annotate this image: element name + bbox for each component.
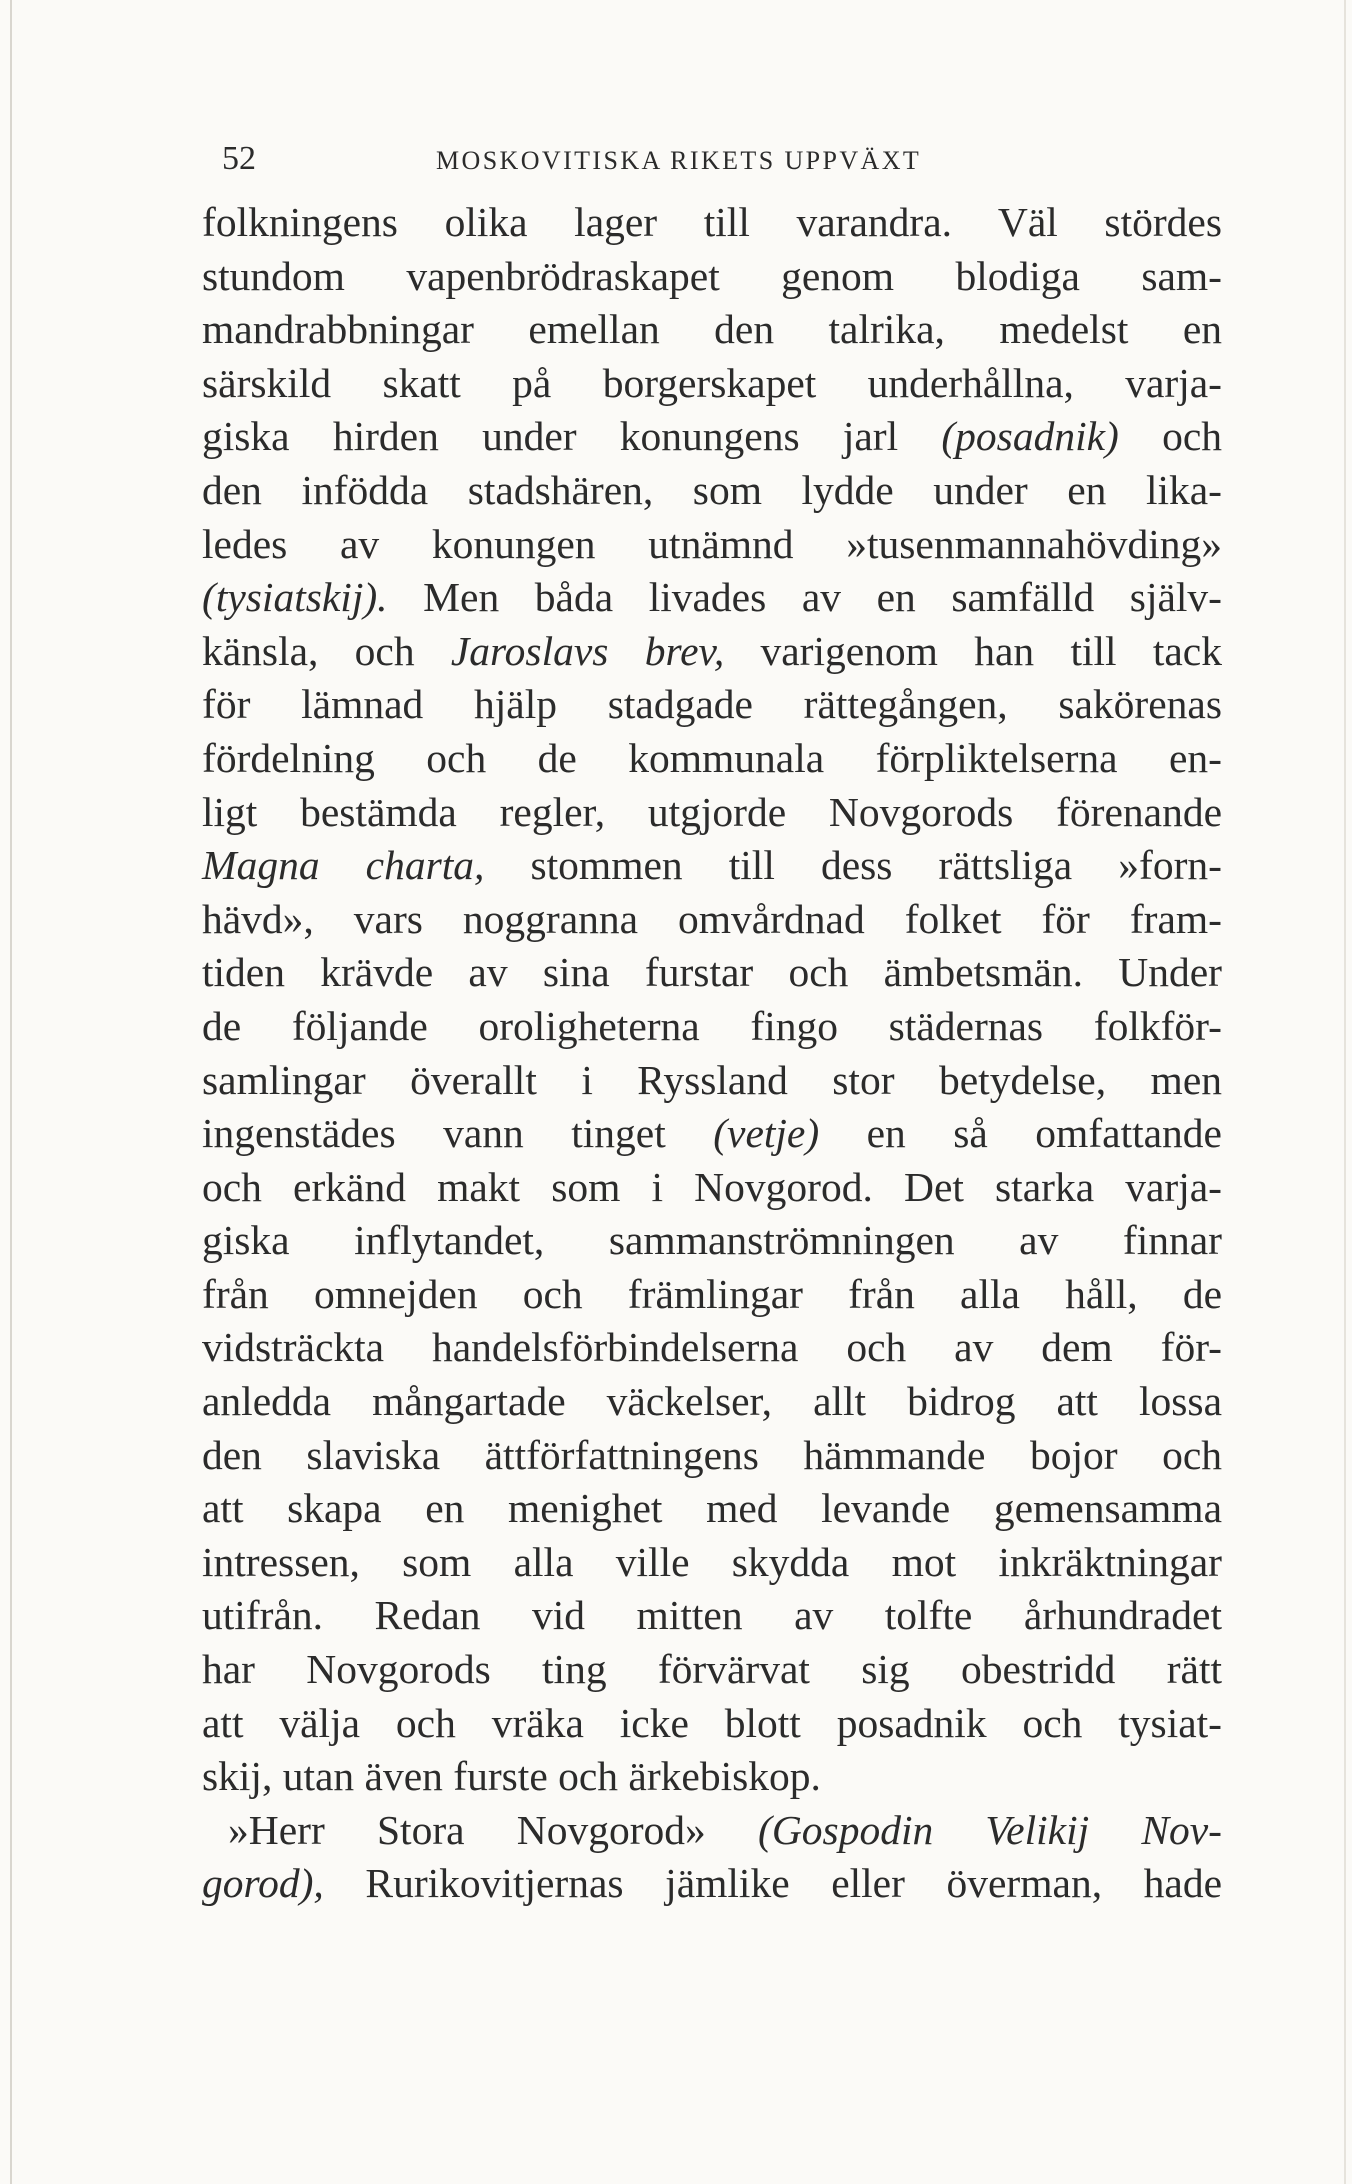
text-line bbox=[202, 464, 1222, 518]
text-run: de följande oroligheterna fingo städernas folkför- bbox=[202, 1002, 1222, 1049]
text-run: att välja och vräka icke blott posadnik och tysiat- bbox=[202, 1699, 1222, 1746]
italic-term: Jaroslavs brev, bbox=[450, 627, 725, 674]
text-run: hävd», vars noggranna omvårdnad folket för fram- bbox=[202, 895, 1222, 942]
text-run: mandrabbningar emellan den talrika, medelst en bbox=[202, 306, 1222, 353]
text-run: från omnejden och främlingar från alla håll, de bbox=[202, 1270, 1222, 1317]
text-line bbox=[202, 250, 1222, 304]
text-run: har Novgorods ting förvärvat sig obestridd rätt bbox=[202, 1646, 1222, 1693]
text-run: och erkänd makt som i Novgorod. Det starka varja- bbox=[202, 1163, 1222, 1210]
text-line bbox=[202, 1697, 1222, 1751]
body-text bbox=[202, 196, 1222, 1911]
text-run: ligt bestämda regler, utgjorde Novgorods förenande bbox=[202, 788, 1222, 835]
italic-term: gorod), bbox=[202, 1860, 324, 1907]
text-run: giska hirden under konungens jarl bbox=[202, 413, 942, 460]
text-line bbox=[202, 357, 1222, 411]
text-line bbox=[202, 1482, 1222, 1536]
text-run: stundom vapenbrödraskapet genom blodiga sam- bbox=[202, 252, 1222, 299]
text-run: varigenom han till tack bbox=[724, 627, 1222, 674]
text-run: Rurikovitjernas jämlike eller överman, hade bbox=[323, 1860, 1222, 1907]
text-run: Men båda livades av en samfälld själv- bbox=[387, 574, 1222, 621]
italic-term: (tysiatskij). bbox=[202, 574, 388, 621]
text-line bbox=[202, 839, 1222, 893]
text-line bbox=[202, 1214, 1222, 1268]
text-run: en så omfattande bbox=[819, 1110, 1222, 1157]
text-run: ingenstädes vann tinget bbox=[202, 1110, 714, 1157]
text-line bbox=[202, 196, 1222, 250]
text-run: intressen, som alla ville skydda mot inkräktningar bbox=[202, 1538, 1222, 1585]
page-edge bbox=[10, 0, 12, 2184]
text-run: skij, utan även furste och ärkebiskop. bbox=[202, 1753, 821, 1800]
text-run: utifrån. Redan vid mitten av tolfte århundradet bbox=[202, 1592, 1222, 1639]
page-header bbox=[222, 140, 1222, 180]
text-line bbox=[202, 1857, 1222, 1911]
text-line bbox=[202, 1804, 1222, 1858]
text-run: att skapa en menighet med levande gemensamma bbox=[202, 1485, 1222, 1532]
italic-term: (vetje) bbox=[713, 1110, 820, 1157]
text-line bbox=[202, 893, 1222, 947]
text-line bbox=[202, 1321, 1222, 1375]
text-line bbox=[202, 1643, 1222, 1697]
text-run: tiden krävde av sina furstar och ämbetsmän. Under bbox=[202, 949, 1222, 996]
text-line bbox=[202, 303, 1222, 357]
text-run: »Herr Stora Novgorod» bbox=[228, 1806, 759, 1853]
text-line bbox=[202, 1268, 1222, 1322]
text-line bbox=[202, 1429, 1222, 1483]
page-edge-right bbox=[1344, 0, 1346, 2184]
page-number: 52 bbox=[222, 140, 256, 177]
text-line bbox=[202, 732, 1222, 786]
text-line bbox=[202, 946, 1222, 1000]
text-run: folkningens olika lager till varandra. Väl stördes bbox=[202, 199, 1222, 245]
text-run: giska inflytandet, sammanströmningen av finnar bbox=[202, 1217, 1222, 1264]
text-run: vidsträckta handelsförbindelserna och av dem för- bbox=[202, 1324, 1222, 1371]
text-run: känsla, och bbox=[202, 627, 451, 674]
text-run: samlingar överallt i Ryssland stor betydelse, men bbox=[202, 1056, 1222, 1103]
text-run: anledda mångartade väckelser, allt bidrog att lossa bbox=[202, 1378, 1222, 1425]
text-line bbox=[202, 1375, 1222, 1429]
text-run: fördelning och de kommunala förpliktelserna en- bbox=[202, 734, 1222, 781]
text-line bbox=[202, 1750, 1222, 1804]
text-run: för lämnad hjälp stadgade rättegången, sakörenas bbox=[202, 681, 1222, 728]
text-line bbox=[202, 1054, 1222, 1108]
text-run: särskild skatt på borgerskapet underhållna, varja- bbox=[202, 359, 1222, 406]
text-line bbox=[202, 1161, 1222, 1215]
text-line bbox=[202, 1589, 1222, 1643]
text-run: och bbox=[1118, 413, 1223, 460]
text-line bbox=[202, 786, 1222, 840]
text-line bbox=[202, 518, 1222, 572]
italic-term: (Gospodin Velikij Nov- bbox=[758, 1806, 1223, 1853]
text-line bbox=[202, 625, 1222, 679]
text-line bbox=[202, 1000, 1222, 1054]
text-run: ledes av konungen utnämnd »tusenmannahövding» bbox=[202, 520, 1222, 567]
text-line bbox=[202, 1107, 1222, 1161]
text-run: den infödda stadshären, som lydde under en lika- bbox=[202, 466, 1222, 513]
running-head: MOSKOVITISKA RIKETS UPPVÄXT bbox=[436, 146, 922, 175]
text-line bbox=[202, 571, 1222, 625]
text-run: den slaviska ättförfattningens hämmande bojor och bbox=[202, 1431, 1222, 1478]
italic-term: (posadnik) bbox=[941, 413, 1119, 460]
text-run: stommen till dess rättsliga »forn- bbox=[484, 842, 1222, 889]
italic-term: Magna charta, bbox=[202, 842, 485, 889]
text-line bbox=[202, 410, 1222, 464]
text-line bbox=[202, 678, 1222, 732]
text-line bbox=[202, 1536, 1222, 1590]
